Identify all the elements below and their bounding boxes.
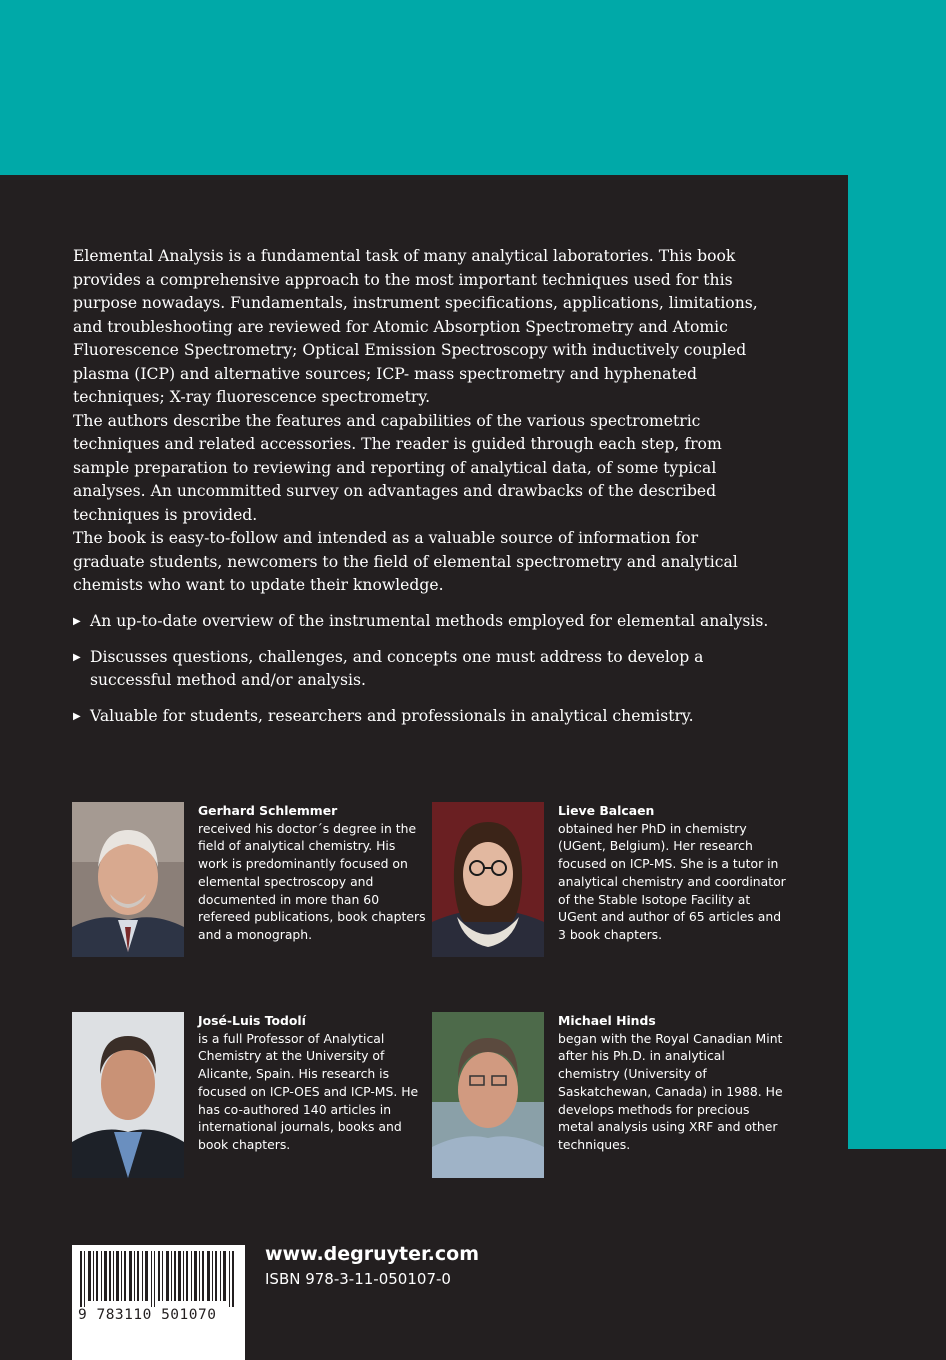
description-paragraph: The authors describe the features and capabilities of the various spectrometric techniques and related accessories. The reader is guided through each step, from sample preparation to reviewing and reporting of analytical data, of some typical analyses. An uncommitted survey on advantages and drawbacks of the described techniques is provided. bbox=[73, 411, 722, 524]
author-bio-text: received his doctor´s degree in the field of analytical chemistry. His work is predominantly focused on elemental spectroscopy and documented in more than 60 refereed publications, book chapters and a monograph. bbox=[198, 820, 426, 942]
teal-side-band bbox=[848, 175, 946, 1149]
author-bio-text: obtained her PhD in chemistry (UGent, Belgium). Her research focused on ICP-MS. She is a tutor in analytical chemistry and coordinator of the Stable Isotope Facility at UGent and author of 65 articles and 3 book chapters. bbox=[558, 820, 786, 942]
publisher-website-link[interactable]: www.degruyter.com bbox=[265, 1243, 479, 1265]
feature-text: Discusses questions, challenges, and concepts one must address to develop a successful method and/or analysis. bbox=[90, 647, 704, 689]
feature-text: An up-to-date overview of the instrumental methods employed for elemental analysis. bbox=[90, 612, 769, 630]
barcode-digits: 9 783110 501070 bbox=[78, 1307, 217, 1323]
isbn-text: ISBN 978-3-11-050107-0 bbox=[265, 1270, 451, 1288]
author-card-hinds bbox=[432, 1012, 792, 1172]
author-card-balcaen bbox=[432, 802, 792, 962]
author-bio bbox=[558, 1012, 788, 1154]
description-paragraph: The book is easy-to-follow and intended as a valuable source of information for graduate students, newcomers to the field of elemental spectrometry and analytical chemists who want to update their knowledge. bbox=[73, 529, 738, 594]
triangle-bullet-icon: ▶ bbox=[73, 710, 81, 722]
author-bio bbox=[558, 802, 788, 944]
feature-item bbox=[73, 705, 773, 729]
description-paragraph: Elemental Analysis is a fundamental task of many analytical laboratories. This book provides a comprehensive approach to the most important techniques used for this purpose nowadays. Fundamentals, instrument specifications, applications, limitations, and troubleshooting are reviewed for Atomic Absorption Spectrometry and Atomic Fluorescence Spectrometry; Optical Emission Spectroscopy with inductively coupled plasma (ICP) and alternative sources; ICP- mass spectrometry and hyphenated techniques; X-ray fluorescence spectrometry. bbox=[73, 247, 758, 406]
feature-item bbox=[73, 610, 773, 634]
author-name: Lieve Balcaen bbox=[558, 803, 655, 818]
feature-list bbox=[73, 610, 773, 740]
feature-item bbox=[73, 646, 773, 693]
author-name: José-Luis Todolí bbox=[198, 1013, 306, 1028]
author-bio-text: is a full Professor of Analytical Chemistry at the University of Alicante, Spain. His research is focused on ICP-OES and ICP-MS. He has co-authored 140 articles in international journals, books and book chapters. bbox=[198, 1030, 419, 1152]
isbn-barcode bbox=[72, 1245, 245, 1360]
author-bio-text: began with the Royal Canadian Mint after his Ph.D. in analytical chemistry (University of Saskatchewan, Canada) in 1988. He develops methods for precious metal analysis using XRF and other techniques. bbox=[558, 1030, 783, 1152]
author-card-todoli bbox=[72, 1012, 432, 1172]
author-photo bbox=[432, 1012, 544, 1178]
feature-text: Valuable for students, researchers and professionals in analytical chemistry. bbox=[90, 706, 694, 725]
author-photo bbox=[432, 802, 544, 957]
author-photo bbox=[72, 1012, 184, 1178]
book-description bbox=[73, 245, 773, 598]
teal-header-band bbox=[0, 0, 946, 175]
author-card-schlemmer bbox=[72, 802, 432, 962]
barcode-icon bbox=[80, 1251, 237, 1307]
triangle-bullet-icon: ▶ bbox=[73, 616, 81, 627]
author-bio bbox=[198, 802, 428, 944]
author-photo bbox=[72, 802, 184, 957]
author-name: Michael Hinds bbox=[558, 1013, 656, 1028]
triangle-bullet-icon: ▶ bbox=[73, 651, 81, 663]
author-bio bbox=[198, 1012, 428, 1154]
author-name: Gerhard Schlemmer bbox=[198, 803, 338, 818]
